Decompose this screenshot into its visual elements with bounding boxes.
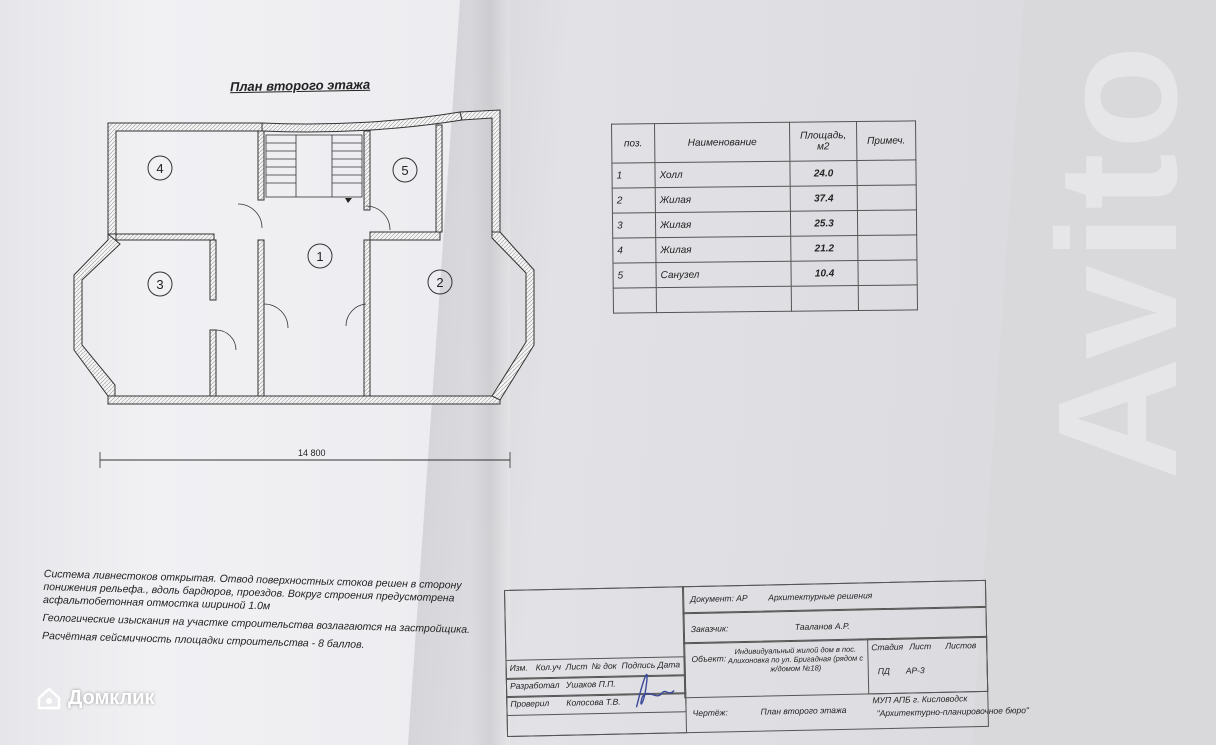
table-cell: 3 (612, 213, 655, 238)
stamp-stage-label: Стадия (871, 641, 904, 653)
wall-hall-right (364, 240, 370, 396)
table-row (612, 185, 916, 213)
outer-wall-top-mid (262, 112, 462, 132)
table-cell: Холл (655, 161, 790, 187)
table-cell: 1 (612, 163, 655, 188)
table-cell: 21.2 (791, 236, 858, 262)
domclick-watermark (36, 685, 155, 711)
table-row (612, 210, 916, 238)
stamp-head-list: Лист (565, 661, 588, 672)
stamp-head-date: Дата (657, 659, 681, 670)
note-seismic: Расчётная сейсмичность площадки строительства - 8 баллов. (41, 629, 365, 651)
dimension-label: 14 800 (298, 448, 326, 458)
door-swing-room4 (238, 204, 262, 228)
outer-wall-bottom (108, 396, 500, 404)
stamp-sheet-value: АР-3 (905, 665, 925, 676)
table-cell: Жилая (655, 211, 790, 237)
wall-wc-box (210, 330, 216, 396)
stamp-stage-value: ПД (877, 665, 891, 677)
door-swing-wc (216, 330, 236, 350)
staircase (266, 135, 362, 197)
outer-wall-top-left (108, 123, 262, 234)
stamp-org-line1: МУП АПБ г. Кисловодск (872, 693, 968, 706)
table-cell: 4 (613, 238, 656, 263)
stamp-sheets-label: Листов (945, 640, 977, 651)
table-cell (858, 235, 917, 261)
table-row (612, 160, 916, 188)
table-header-row (612, 121, 916, 163)
table-cell: 37.4 (790, 186, 857, 212)
room-schedule-table (611, 120, 918, 313)
door-swing-room2 (346, 304, 366, 326)
stamp-checked-label: Проверил (510, 698, 550, 709)
room-label-1: 1 (316, 249, 324, 264)
domclick-logo-icon (36, 685, 62, 711)
table-cell (858, 260, 917, 286)
signature-mark (615, 656, 676, 717)
stamp-developed-label: Разработал (509, 679, 560, 691)
room-label-2: 2 (436, 275, 444, 290)
note-geology: Геологические изыскания на участке строительства возлагаются на застройщика. (42, 611, 471, 636)
wall-room4-bottom (116, 234, 214, 240)
avito-watermark: Avito (1023, 41, 1213, 480)
wall-hall-left (258, 131, 264, 200)
stamp-org-line2: "Архитектурно-планировочное бюро" (876, 705, 1030, 719)
stamp-document-label: Документ: АР (690, 592, 748, 605)
table-cell: 2 (612, 188, 655, 213)
title-block (504, 580, 1030, 740)
door-swing-room3 (264, 304, 288, 328)
table-row (613, 260, 917, 288)
wall-room5-right (436, 125, 442, 232)
wall-room5-bottom (370, 232, 440, 240)
outer-wall-top-right (460, 110, 500, 232)
table-cell: 24.0 (790, 161, 857, 187)
table-cell: Санузел (656, 261, 791, 287)
table-row (613, 235, 917, 263)
outer-wall-left (74, 234, 120, 396)
stamp-object-value: Индивидуальный жилой дом в пос. Алихоновка по ул. Бригадная (рядом с ж/домом №18) (727, 644, 864, 674)
stamp-checked-value: Колосова Т.В. (566, 696, 621, 708)
stamp-sheet-label: Лист (909, 641, 932, 652)
table-header-cell: Примеч. (857, 121, 916, 161)
table-row-empty (613, 285, 917, 313)
table-cell: 25.3 (790, 211, 857, 237)
table-cell: 5 (613, 263, 656, 288)
stamp-head-kol: Кол.уч (535, 661, 562, 673)
stamp-developed-value: Ушаков П.П. (565, 678, 616, 690)
domclick-watermark-text: Домклик (68, 686, 155, 709)
table-cell: 10.4 (791, 261, 858, 287)
wall-hall-left2 (258, 240, 264, 396)
stamp-head-doc: № док (591, 660, 617, 672)
table-cell (857, 210, 916, 236)
table-cell (857, 185, 916, 211)
general-notes (42, 568, 474, 660)
table-cell: Жилая (655, 186, 790, 212)
table-header-cell: Наименование (655, 122, 790, 162)
stamp-head-sign: Подпись (621, 659, 656, 671)
stamp-customer-value: Тааланов А.Р. (794, 620, 850, 632)
stamp-drawing-value: План второго этажа (760, 704, 847, 717)
table-header-cell: поз. (612, 124, 655, 163)
stamp-head-izm: Изм. (509, 662, 528, 673)
table-cell: Жилая (656, 236, 791, 262)
wall-room3-right (210, 240, 216, 300)
table-cell (857, 160, 916, 186)
room-label-3: 3 (156, 277, 164, 292)
wall-room5-left (364, 131, 370, 210)
stamp-document-value: Архитектурные решения (768, 590, 873, 603)
stamp-customer-label: Заказчик: (690, 623, 729, 635)
room-label-5: 5 (401, 163, 409, 178)
room-label-4: 4 (156, 161, 164, 176)
table-header-cell: Площадь, м2 (790, 122, 857, 162)
plan-title: План второго этажа (229, 76, 371, 95)
stamp-drawing-label: Чертёж: (692, 707, 728, 719)
outer-wall-right (492, 232, 534, 400)
stamp-object-label: Объект: (691, 653, 727, 665)
note-drainage: Система ливнестоков открытая. Отвод поверхностных стоков решен в сторону понижения рельефа., вдоль бардюров, проездов. Вокруг строения предусмотрена асфальтобетонная отмостка шириной 1.0м (42, 568, 462, 613)
